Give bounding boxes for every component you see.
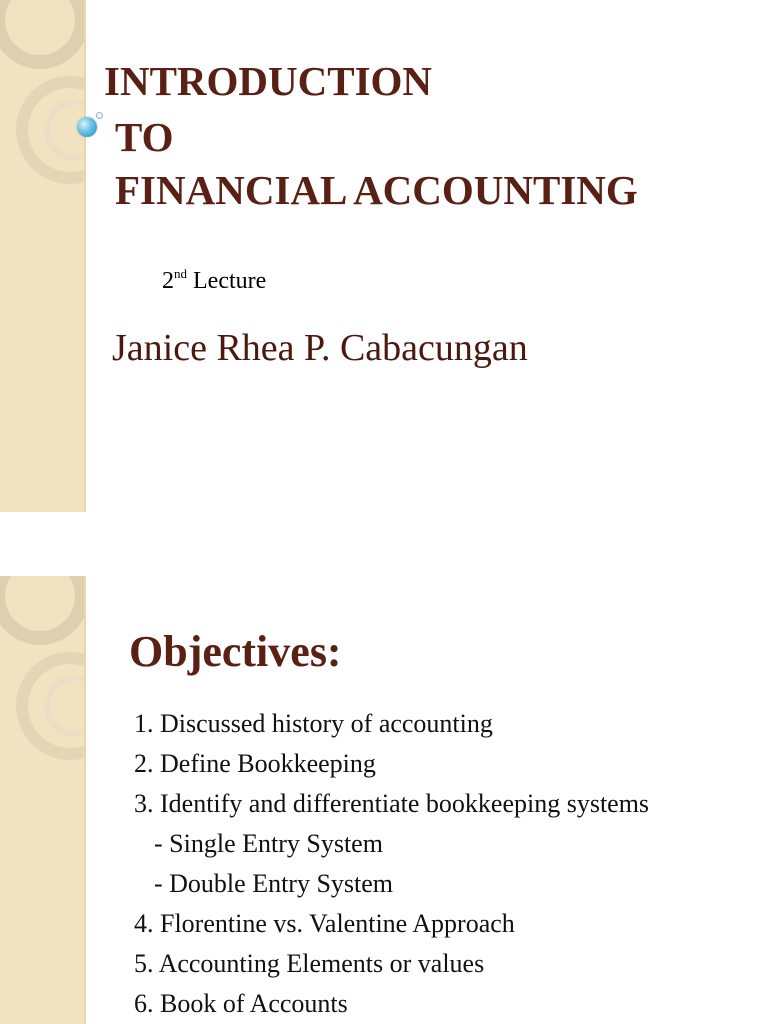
list-item: 5. Accounting Elements or values — [134, 949, 485, 978]
small-dot-icon — [96, 112, 103, 119]
objectives-slide — [0, 576, 768, 1024]
decorative-arcs — [0, 576, 84, 1024]
list-item: 3. Identify and differentiate bookkeeping systems — [134, 789, 650, 818]
decorative-sidebar — [0, 0, 86, 512]
objectives-list — [134, 704, 649, 1024]
lecture-suffix: nd — [174, 266, 187, 281]
lecture-number: 2 — [162, 268, 174, 294]
slide-separator — [0, 512, 768, 576]
lecture-text: Lecture — [193, 268, 267, 294]
list-item: 4. Florentine vs. Valentine Approach — [134, 909, 515, 938]
orb-bullet-icon — [77, 117, 97, 137]
objectives-heading: Objectives: — [129, 627, 342, 676]
list-subitem: - Single Entry System — [154, 829, 383, 858]
title-line-2: TO — [115, 114, 174, 160]
list-item: 2. Define Bookkeeping — [134, 749, 376, 778]
list-item: 6. Book of Accounts — [134, 989, 348, 1018]
title-line-1: INTRODUCTION — [104, 58, 433, 104]
list-item: 1. Discussed history of accounting — [134, 709, 493, 738]
author-name: Janice Rhea P. Cabacungan — [112, 327, 528, 369]
title-line-3: FINANCIAL ACCOUNTING — [115, 167, 638, 213]
decorative-sidebar — [0, 576, 86, 1024]
lecture-label — [162, 266, 266, 295]
list-subitem: - Double Entry System — [154, 869, 394, 898]
decorative-arcs — [0, 0, 84, 512]
